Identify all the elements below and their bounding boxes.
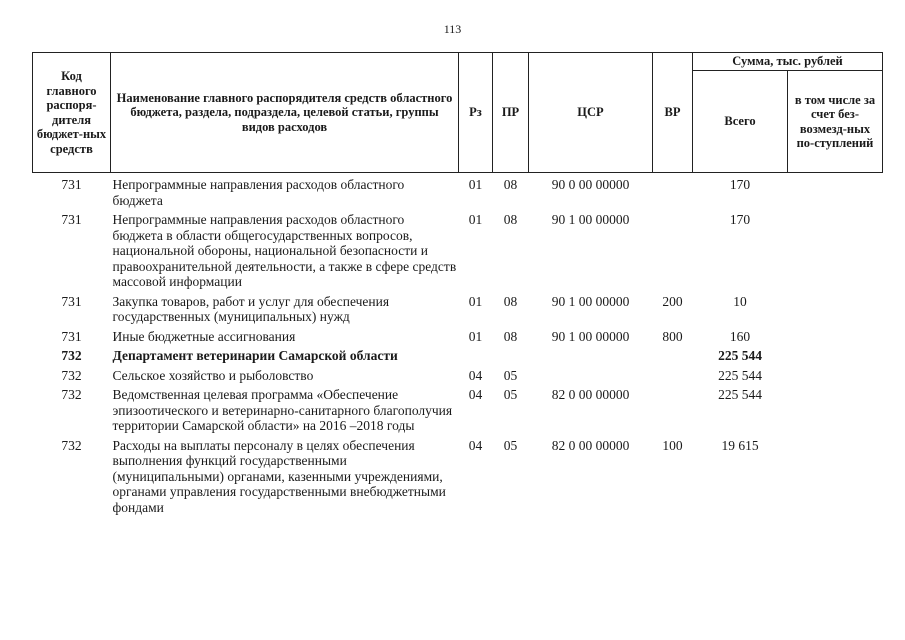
cell-code: 731	[61, 293, 82, 309]
cell-total: 225 544	[718, 367, 762, 383]
header-sum: Сумма, тыс. рублей	[693, 53, 883, 71]
cell-vr: 800	[662, 328, 683, 344]
cell-name: Расходы на выплаты персоналу в целях обеспечения выполнения функций государственными (муниципальными) органами, казенными учреждениями, органами управления государственными внебюджетными фондами	[112, 437, 446, 515]
cell-total: 225 544	[718, 348, 762, 363]
cell-pr: 05	[503, 387, 518, 402]
header-pr: ПР	[493, 53, 529, 173]
cell-name: Непрограммные направления расходов областного бюджета в области общегосударственных вопросов, национальной обороны, национальной безопасности и правоохранительной деятельности, а также в сфере средств массовой информации	[112, 212, 457, 289]
cell-name: Иные бюджетные ассигнования	[112, 328, 296, 344]
cell-free	[788, 210, 883, 292]
cell-pr	[493, 346, 529, 366]
header-free: в том числе за счет без-возмезд-ных по-ступлений	[788, 71, 883, 173]
header-rz: Рз	[459, 53, 493, 173]
cell-csr: 90 1 00 00000	[551, 212, 630, 227]
cell-code: 731	[61, 212, 82, 227]
cell-name: Закупка товаров, работ и услуг для обеспечения государственных (муниципальных) нужд	[112, 293, 390, 324]
table-row	[33, 366, 883, 386]
cell-pr: 08	[503, 328, 518, 344]
header-code: Код главного распоря-дителя бюджет-ных средств	[33, 53, 111, 173]
cell-pr: 05	[503, 367, 518, 383]
cell-pr: 08	[503, 212, 518, 227]
cell-total: 170	[729, 177, 751, 192]
table-header	[33, 53, 883, 173]
budget-table	[32, 52, 883, 517]
cell-code: 732	[61, 387, 82, 402]
cell-free	[788, 346, 883, 366]
header-total: Всего	[693, 71, 788, 173]
header-name: Наименование главного распорядителя средств областного бюджета, раздела, подраздела, целевой статьи, группы видов расходов	[111, 53, 459, 173]
cell-rz: 01	[468, 177, 483, 192]
page-number: 113	[443, 22, 462, 36]
cell-vr	[653, 366, 693, 386]
cell-vr	[653, 173, 693, 211]
cell-free	[788, 173, 883, 211]
cell-name: Департамент ветеринарии Самарской области	[112, 348, 398, 363]
cell-pr: 08	[503, 177, 518, 192]
table-row	[33, 327, 883, 347]
header-vr: ВР	[653, 53, 693, 173]
cell-total: 160	[729, 328, 751, 344]
table-body	[33, 173, 883, 518]
cell-vr: 200	[662, 293, 683, 309]
cell-total: 10	[733, 293, 747, 309]
cell-code: 731	[61, 328, 82, 344]
cell-rz: 04	[468, 437, 483, 453]
cell-vr: 100	[662, 437, 683, 453]
table-row	[33, 173, 883, 211]
cell-code: 731	[61, 177, 82, 192]
cell-code: 732	[61, 348, 82, 363]
cell-pr: 05	[503, 437, 518, 453]
cell-total: 19 615	[721, 437, 759, 453]
cell-rz: 01	[468, 293, 483, 309]
cell-csr	[529, 346, 653, 366]
cell-rz	[459, 346, 493, 366]
budget-table-frame	[32, 52, 882, 517]
cell-csr: 82 0 00 00000	[551, 387, 630, 402]
cell-total: 170	[729, 212, 751, 227]
table-row	[33, 436, 883, 518]
header-csr: ЦСР	[529, 53, 653, 173]
cell-vr	[653, 210, 693, 292]
cell-name: Сельское хозяйство и рыболовство	[112, 367, 314, 383]
cell-rz: 01	[468, 212, 483, 227]
cell-csr: 82 0 00 00000	[551, 437, 630, 453]
table-row	[33, 210, 883, 292]
cell-pr: 08	[503, 293, 518, 309]
cell-csr: 90 1 00 00000	[551, 293, 630, 309]
table-row	[33, 385, 883, 436]
table-row	[33, 292, 883, 327]
cell-rz: 01	[468, 328, 483, 344]
cell-code: 732	[61, 437, 82, 453]
cell-rz: 04	[468, 387, 483, 402]
cell-total: 225 544	[718, 387, 762, 402]
cell-free	[788, 366, 883, 386]
cell-vr	[653, 346, 693, 366]
cell-name: Непрограммные направления расходов областного бюджета	[112, 177, 405, 208]
cell-code: 732	[61, 367, 82, 383]
cell-csr	[529, 366, 653, 386]
cell-csr: 90 0 00 00000	[551, 177, 630, 192]
cell-free	[788, 436, 883, 518]
cell-free	[788, 327, 883, 347]
cell-vr	[653, 385, 693, 436]
table-row	[33, 346, 883, 366]
cell-csr: 90 1 00 00000	[551, 328, 630, 344]
cell-free	[788, 385, 883, 436]
cell-rz: 04	[468, 367, 483, 383]
cell-free	[788, 292, 883, 327]
cell-name: Ведомственная целевая программа «Обеспечение эпизоотического и ветеринарно-санитарного благополучия территории Самарской области» на 2016 –2018 годы	[112, 387, 453, 433]
